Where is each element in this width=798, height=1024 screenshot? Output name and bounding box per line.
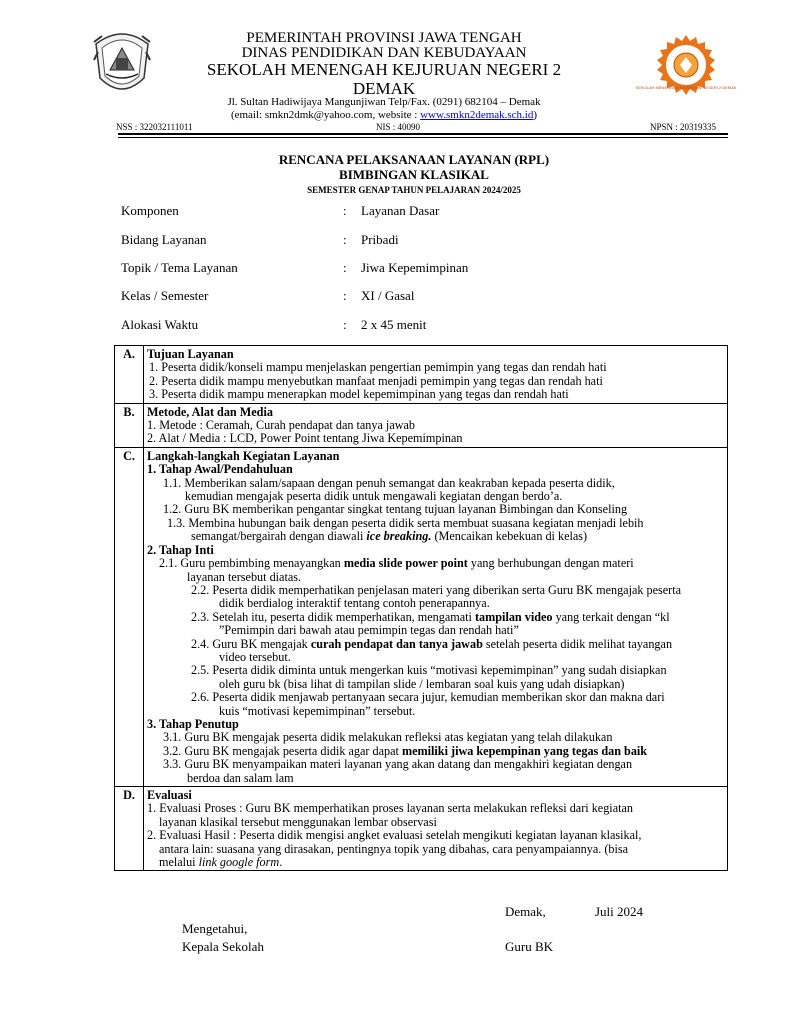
stage-title: 1. Tahap Awal/Pendahuluan: [147, 462, 293, 477]
info-value: XI / Gasal: [361, 288, 415, 303]
section-c-content: [144, 447, 728, 786]
info-value: Pribadi: [361, 232, 399, 247]
list-item: berdoa dan salam lam: [187, 770, 294, 785]
list-item: [147, 856, 724, 869]
section-letter: B.: [115, 403, 144, 447]
list-item: antara lain: suasana yang dirasakan, pentingnya topik yang dibahas, cara penyampaiannya. (bisa: [159, 841, 629, 856]
list-item: oleh guru bk (bisa lihat di tampilan slide / lembaran soal kuis yang udah disiapkan): [219, 676, 625, 691]
section-c-row: [115, 447, 728, 786]
section-title: Langkah-langkah Kegiatan Layanan: [147, 448, 340, 463]
gov-name: PEMERINTAH PROVINSI JAWA TENGAH: [246, 30, 522, 46]
list-item: layanan klasikal tersebut menggunakan lembar observasi: [159, 814, 437, 829]
list-item: didik berdialog interaktif tentang contoh penerapannya.: [219, 596, 490, 611]
website-link[interactable]: www.smkn2demak.sch.id: [420, 109, 534, 121]
text-run: 2.4. Guru BK mengajak: [191, 636, 311, 651]
list-item: 1. Peserta didik/konseli mampu menjelaskan pengertian pemimpin yang tegas dan rendah hati: [149, 360, 607, 375]
text-run: (Mencaikan kebekuan di kelas): [431, 529, 588, 544]
text-run-italic: link google form: [198, 855, 280, 870]
text-run: yang berhubungan dengan materi: [467, 556, 634, 571]
section-a-content: [144, 346, 728, 404]
list-item: [147, 745, 724, 758]
info-value: Jiwa Kepemimpinan: [361, 260, 469, 275]
doc-title: RENCANA PELAKSANAAN LAYANAN (RPL): [278, 152, 550, 167]
list-item: 2.2. Peserta didik memperhatikan penjelasan materi yang diberikan serta Guru BK mengajak peserta: [191, 582, 682, 597]
text-run-bold: media slide power point: [343, 556, 468, 571]
list-item: video tersebut.: [219, 649, 291, 664]
section-d-content: [144, 787, 728, 871]
info-value: Layanan Dasar: [361, 203, 440, 218]
section-d-row: [115, 787, 728, 871]
sign-date: Juli 2024: [595, 904, 644, 919]
list-item: 1.2. Guru BK memberikan pengantar singkat tentang tujuan layanan Bimbingan dan Konseling: [163, 502, 628, 517]
rpl-table: [114, 345, 728, 871]
list-item: 3.3. Guru BK menyampaikan materi layanan yang akan datang dan mengakhiri kegiatan dengan: [163, 757, 633, 772]
section-letter: C.: [115, 447, 144, 786]
list-item: 2.5. Peserta didik diminta untuk mengerkan kuis “motivasi kepemimpinan” yang sudah disiapkan: [191, 663, 667, 678]
text-run: melalui: [159, 855, 199, 870]
list-item: [147, 530, 724, 543]
school-contact: [0, 109, 768, 121]
list-item: [147, 611, 724, 624]
info-colon: :: [343, 232, 347, 247]
contact-close: ): [533, 109, 538, 121]
npsn-number: NPSN : 20319335: [650, 122, 717, 132]
list-item: [147, 638, 724, 651]
info-colon: :: [343, 260, 347, 275]
section-title: Evaluasi: [147, 788, 192, 802]
header-divider-thin: [118, 137, 728, 138]
info-label: Topik / Tema Layanan: [121, 260, 238, 275]
sign-counselor: Guru BK: [505, 939, 554, 954]
list-item: 2.6. Peserta didik menjawab pertanyaan secara jujur, kemudian memberikan skor dan makna dari: [191, 690, 665, 705]
text-run: semangat/bergairah dengan diawali: [191, 529, 367, 544]
text-run: .: [279, 855, 283, 870]
section-b-row: [115, 403, 728, 447]
list-item: 3.1. Guru BK mengajak peserta didik melakukan refleksi atas kegiatan yang telah dilakukan: [163, 730, 613, 745]
nis-number: NIS : 40090: [376, 122, 421, 132]
header-divider: [118, 133, 728, 135]
list-item: kuis “motivasi kepemimpinan” tersebut.: [219, 703, 416, 718]
section-letter: D.: [115, 787, 144, 871]
list-item: layanan tersebut diatas.: [187, 569, 302, 584]
info-value: 2 x 45 menit: [361, 317, 427, 332]
text-run: setelah peserta didik melihat tayangan: [482, 636, 673, 651]
text-run-bold: ice breaking.: [366, 529, 432, 544]
list-item: 2. Peserta didik mampu menyebutkan manfaat menjadi pemimpin yang tegas dan rendah hati: [149, 373, 603, 388]
email-text: (email: smkn2dmk@yahoo.com, website :: [230, 109, 421, 121]
info-label: Komponen: [121, 203, 179, 218]
section-letter: A.: [115, 346, 144, 404]
school-address: Jl. Sultan Hadiwijaya Mangunjiwan Telp/Fax. (0291) 682104 – Demak: [227, 96, 541, 108]
stage-title: 2. Tahap Inti: [147, 542, 214, 557]
school-badge-text: SEKOLAH MENENGAH KEJURUAN NEGERI 2 DEMAK: [635, 85, 737, 90]
agency-name: DINAS PENDIDIKAN DAN KEBUDAYAAN: [241, 45, 527, 61]
info-label: Kelas / Semester: [121, 288, 209, 303]
info-label: Bidang Layanan: [121, 232, 207, 247]
list-item: 2. Evaluasi Hasil : Peserta didik mengisi angket evaluasi setelah mengikuti kegiatan layanan klasikal,: [147, 828, 642, 843]
doc-semester: SEMESTER GENAP TAHUN PELAJARAN 2024/2025: [307, 185, 521, 195]
text-run: 3.2. Guru BK mengajak peserta didik agar dapat: [163, 743, 402, 758]
section-title: Metode, Alat dan Media: [147, 404, 273, 419]
info-label: Alokasi Waktu: [121, 317, 199, 332]
text-run-bold: curah pendapat dan tanya jawab: [310, 636, 483, 651]
text-run: 2.3. Setelah itu, peserta didik memperhatikan, mengamati: [191, 609, 475, 624]
list-item: [147, 557, 724, 570]
list-item: 1. Metode : Ceramah, Curah pendapat dan tanya jawab: [147, 418, 416, 433]
sign-acknowledged: Mengetahui,: [182, 921, 248, 936]
section-a-row: [115, 346, 728, 404]
section-b-content: [144, 403, 728, 447]
text-run-bold: tampilan video: [474, 609, 553, 624]
list-item: ”Pemimpin dari bawah atau pemimpin tegas dan rendah hati”: [219, 623, 519, 638]
doc-subtitle: BIMBINGAN KLASIKAL: [339, 167, 489, 182]
info-colon: :: [343, 288, 347, 303]
text-run: 2.1. Guru pembimbing menayangkan: [159, 556, 344, 571]
text-run-bold: memiliki jiwa kepempinan yang tegas dan baik: [401, 743, 648, 758]
list-item: 1.1. Memberikan salam/sapaan dengan penuh semangat dan keakraban kepada peserta didik,: [163, 475, 615, 490]
sign-place: Demak,: [505, 904, 546, 919]
school-city: DEMAK: [352, 79, 416, 98]
list-item: 3. Peserta didik mampu menerapkan model kepemimpinan yang tegas dan rendah hati: [149, 387, 569, 402]
list-item: 2. Alat / Media : LCD, Power Point tentang Jiwa Kepemimpinan: [147, 431, 463, 446]
sign-principal: Kepala Sekolah: [182, 939, 264, 954]
list-item: 1. Evaluasi Proses : Guru BK memperhatikan proses layanan serta melakukan refleksi dari kegiatan: [147, 801, 633, 816]
list-item: kemudian mengajak peserta didik untuk mengawali kegiatan dengan berdo’a.: [185, 489, 563, 504]
info-colon: :: [343, 203, 347, 218]
text-run: yang terkait dengan “kl: [552, 609, 670, 624]
school-name: SEKOLAH MENENGAH KEJURUAN NEGERI 2: [206, 60, 562, 79]
stage-title: 3. Tahap Penutup: [147, 716, 239, 731]
info-colon: :: [343, 317, 347, 332]
nss-number: NSS : 322032111011: [116, 122, 193, 132]
section-title: Tujuan Layanan: [147, 347, 234, 361]
list-item: 1.3. Membina hubungan baik dengan peserta didik serta membuat suasana kegiatan menjadi lebih: [167, 515, 644, 530]
